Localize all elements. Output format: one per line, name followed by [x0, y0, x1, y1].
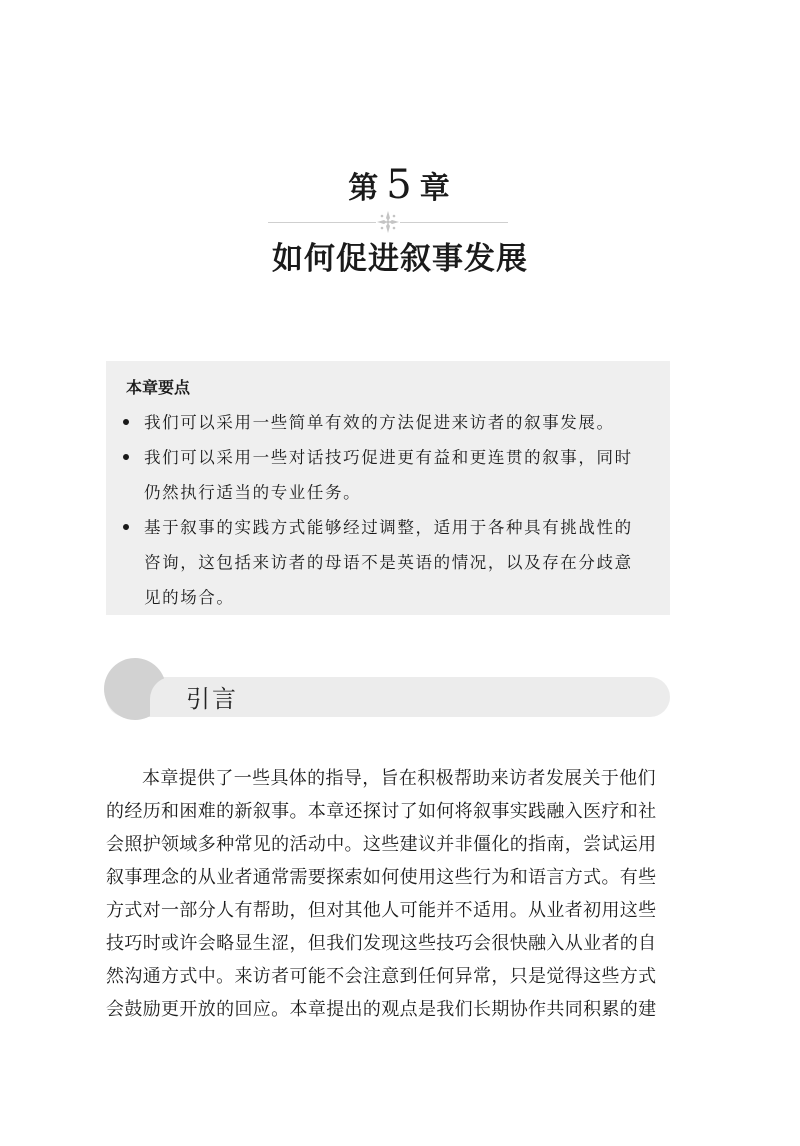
- key-point-line: 见的场合。: [144, 588, 235, 607]
- key-point-line: 我们可以采用一些对话技巧促进更有益和更连贯的叙事，同时: [144, 448, 633, 467]
- chapter-prefix: 第: [348, 171, 381, 206]
- key-points-box: [106, 361, 670, 615]
- body-text-line: 然沟通方式中。来访者可能不会注意到任何异常，只是觉得这些方式: [106, 966, 657, 987]
- chapter-suffix: 章: [419, 171, 452, 206]
- chapter-number-value: 5: [386, 162, 414, 208]
- bullet-icon: [123, 524, 129, 530]
- body-text-line: 方式对一部分人有帮助，但对其他人可能并不适用。从业者初用这些: [106, 900, 657, 921]
- ornament-icon: [376, 210, 400, 234]
- key-point-item: [144, 405, 660, 440]
- key-point-line: 基于叙事的实践方式能够经过调整，适用于各种具有挑战性的: [144, 518, 633, 537]
- chapter-title: 如何促进叙事发展: [272, 241, 528, 277]
- bullet-icon: [123, 419, 129, 425]
- key-point-line: 咨询，这包括来访者的母语不是英语的情况，以及存在分歧意: [144, 553, 633, 572]
- key-point-item: [144, 440, 660, 510]
- body-text-line: 技巧时或许会略显生涩，但我们发现这些技巧会很快融入从业者的自: [106, 933, 657, 954]
- key-point-line: 我们可以采用一些简单有效的方法促进来访者的叙事发展。: [144, 413, 615, 432]
- key-point-item: [144, 510, 660, 615]
- body-text-line: 会鼓励更开放的回应。本章提出的观点是我们长期协作共同积累的建: [106, 999, 657, 1020]
- chapter-number: [0, 162, 800, 208]
- bullet-icon: [123, 454, 129, 460]
- key-point-line: 仍然执行适当的专业任务。: [144, 483, 362, 502]
- key-points-heading: 本章要点: [126, 378, 191, 397]
- section-title: 引言: [186, 685, 238, 713]
- body-text-line: 的经历和困难的新叙事。本章还探讨了如何将叙事实践融入医疗和社: [106, 801, 657, 822]
- body-text-line: 叙事理念的从业者通常需要探索如何使用这些行为和语言方式。有些: [106, 867, 657, 888]
- body-text-line: 本章提供了一些具体的指导，旨在积极帮助来访者发展关于他们: [142, 768, 656, 789]
- body-text-line: 会照护领域多种常见的活动中。这些建议并非僵化的指南，尝试运用: [106, 834, 657, 855]
